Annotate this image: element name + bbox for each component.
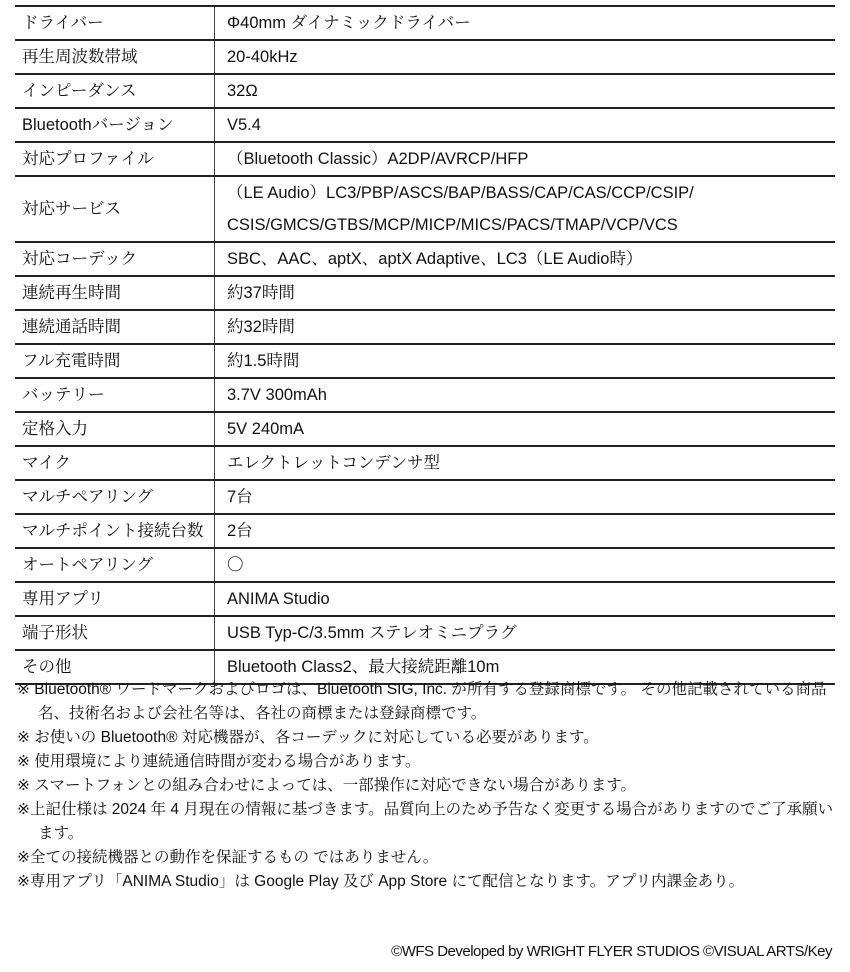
spec-label: 連続再生時間 [15,276,215,310]
spec-value: ANIMA Studio [215,582,836,616]
spec-label: Bluetoothバージョン [15,108,215,142]
spec-label: 端子形状 [15,616,215,650]
note-item: ※ Bluetooth® ワードマークおよびロゴは、Bluetooth SIG, Inc. が所有する登録商標です。 その他記載されている商品名、技術名および会社名等は、各社の商標または登録商標です。 [17,681,827,722]
spec-row [15,108,835,142]
spec-value: 3.7V 300mAh [215,378,836,412]
spec-label: 対応プロファイル [15,142,215,176]
spec-value: Φ40mm ダイナミックドライバー [215,6,836,40]
spec-value: 5V 240mA [215,412,836,446]
spec-row [15,142,835,176]
spec-value: 約32時間 [215,310,836,344]
spec-label: 対応コーデック [15,242,215,276]
spec-value: 7台 [215,480,836,514]
spec-row [15,446,835,480]
spec-value: 2台 [215,514,836,548]
spec-label: マルチポイント接続台数 [15,514,215,548]
spec-row [15,514,835,548]
spec-value: 約37時間 [215,276,836,310]
spec-value: エレクトレットコンデンサ型 [215,446,836,480]
spec-value: （Bluetooth Classic）A2DP/AVRCP/HFP [215,142,836,176]
spec-value: 約1.5時間 [215,344,836,378]
note-item: ※ スマートフォンとの組み合わせによっては、一部操作に対応できない場合があります。 [17,777,637,794]
note-item: ※全ての接続機器との動作を保証するもの ではありません。 [17,849,439,866]
spec-row [15,176,835,242]
spec-label: 再生周波数帯域 [15,40,215,74]
note-item: ※上記仕様は 2024 年 4 月現在の情報に基づきます。品質向上のため予告なく変更する場合がありますのでご了承願います。 [17,801,834,842]
spec-value: （LE Audio）LC3/PBP/ASCS/BAP/BASS/CAP/CAS/CCP/CSIP/ CSIS/GMCS/GTBS/MCP/MICP/MICS/PACS/TMAP/VCP/VCS [215,176,836,242]
spec-row [15,582,835,616]
spec-row [15,480,835,514]
spec-value: SBC、AAC、aptX、aptX Adaptive、LC3（LE Audio時） [215,242,836,276]
spec-label: 連続通話時間 [15,310,215,344]
spec-label: オートペアリング [15,548,215,582]
spec-row [15,310,835,344]
spec-row [15,344,835,378]
spec-label: マイク [15,446,215,480]
spec-row [15,616,835,650]
spec-row [15,378,835,412]
spec-label: インピーダンス [15,74,215,108]
spec-row [15,548,835,582]
spec-label: その他 [15,650,215,684]
spec-label: 専用アプリ [15,582,215,616]
spec-row [15,74,835,108]
spec-row [15,40,835,74]
spec-label: 定格入力 [15,412,215,446]
spec-value: 20-40kHz [215,40,836,74]
spec-row [15,412,835,446]
spec-value: 〇 [215,548,836,582]
spec-label: 対応サービス [15,176,215,242]
notes [17,678,837,894]
note-item: ※専用アプリ「ANIMA Studio」は Google Play 及び App Store にて配信となります。アプリ内課金あり。 [17,873,745,890]
spec-row [15,242,835,276]
note-item: ※ 使用環境により連続通信時間が変わる場合があります。 [17,753,421,770]
spec-label: バッテリー [15,378,215,412]
spec-value: USB Typ-C/3.5mm ステレオミニプラグ [215,616,836,650]
spec-label: ドライバー [15,6,215,40]
note-item: ※ お使いの Bluetooth® 対応機器が、各コーデックに対応している必要があります。 [17,729,599,746]
spec-value: 32Ω [215,74,836,108]
spec-row [15,6,835,40]
spec-row [15,276,835,310]
spec-value: Bluetooth Class2、最大接続距離10m [215,650,836,684]
spec-label: フル充電時間 [15,344,215,378]
spec-label: マルチペアリング [15,480,215,514]
spec-table [15,5,835,685]
copyright-footer: ©WFS Developed by WRIGHT FLYER STUDIOS ©VISUAL ARTS/Key [391,943,832,960]
spec-value: V5.4 [215,108,836,142]
